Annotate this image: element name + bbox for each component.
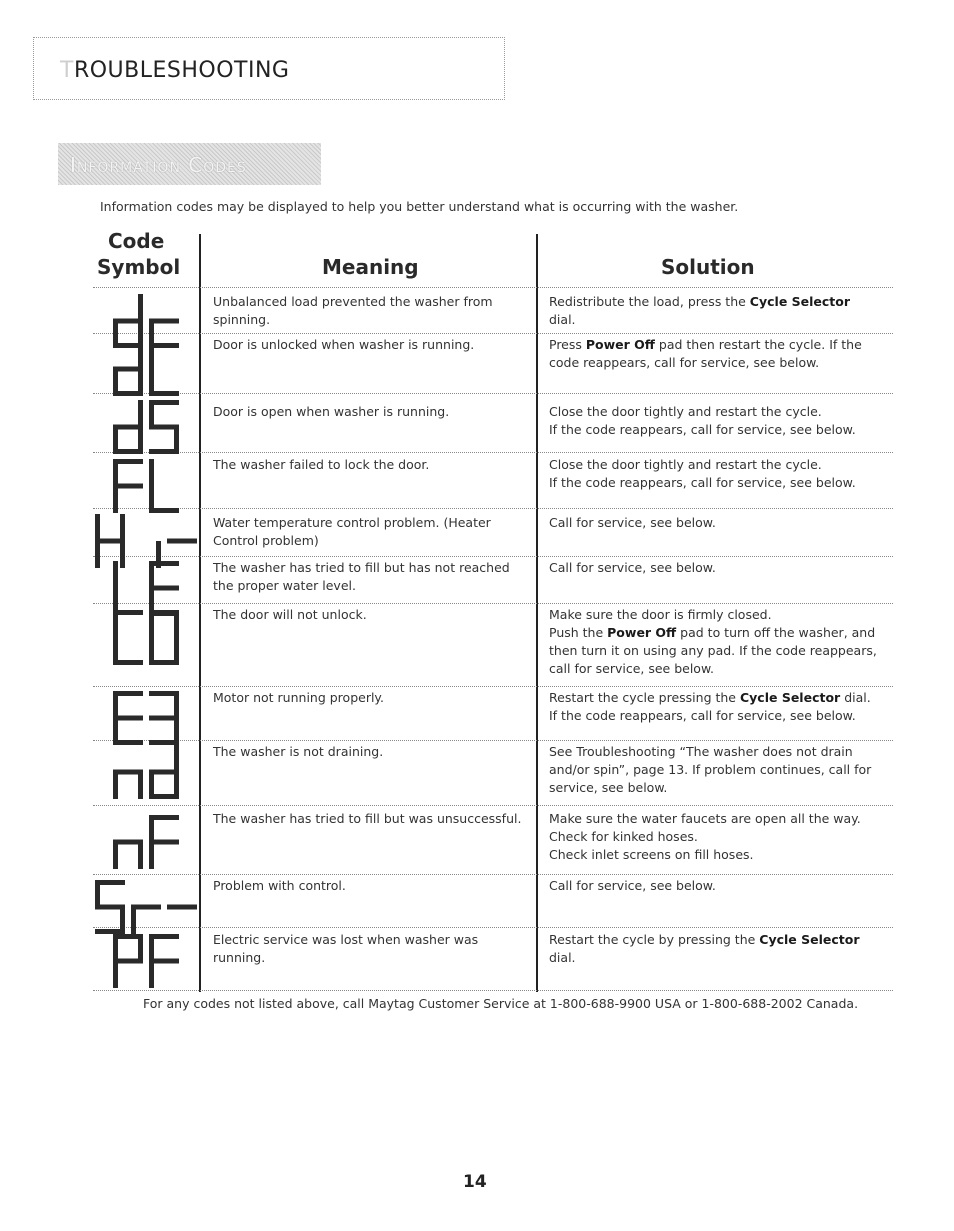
display-segment: [95, 880, 100, 907]
solution-text: Call for service, see below.: [549, 878, 716, 893]
meaning-cell: The washer failed to lock the door.: [213, 457, 430, 472]
header-symbol: Symbol: [97, 255, 181, 279]
code-symbol-graphic: [113, 691, 179, 745]
solution-line: [549, 707, 894, 725]
page-title-initial: T: [60, 58, 74, 83]
solution-line: [549, 743, 894, 761]
solution-text: Restart the cycle pressing the: [549, 690, 740, 705]
display-segment: [149, 369, 154, 396]
solution-line: [549, 949, 894, 967]
solution-cell: [549, 877, 894, 895]
display-segment: [113, 367, 143, 372]
solution-line: [549, 689, 894, 707]
display-segment: [113, 718, 118, 745]
code-symbol: [93, 342, 198, 396]
solution-text: If the code reappears, call for service, see below.: [549, 708, 856, 723]
row-divider: [93, 393, 893, 394]
solution-text: See Troubleshooting “The washer does not drain: [549, 744, 853, 759]
display-segment: [149, 459, 154, 486]
solution-cell: [549, 336, 894, 372]
column-divider-left: [199, 234, 201, 992]
display-segment: [113, 319, 143, 324]
display-segment: [149, 842, 154, 869]
code-symbol: [93, 745, 198, 799]
row-divider: [93, 874, 893, 875]
meaning-cell: The washer has tried to fill but was unsuccessful.: [213, 811, 522, 826]
code-symbol: [93, 294, 198, 348]
display-segment: [149, 959, 179, 964]
display-segment: [113, 840, 143, 845]
code-symbol-graphic: [113, 294, 179, 348]
display-segment: [95, 514, 100, 541]
row-divider: [93, 333, 893, 334]
solution-text: pad then restart the cycle. If the: [654, 337, 862, 352]
solution-text: Call for service, see below.: [549, 560, 716, 575]
solution-cell: [549, 293, 894, 329]
display-segment: [113, 486, 118, 513]
display-segment: [113, 842, 118, 869]
meaning-cell: Door is unlocked when washer is running.: [213, 337, 475, 352]
solution-line: [549, 779, 894, 797]
row-divider: [93, 287, 893, 288]
row-divider: [93, 508, 893, 509]
solution-text: Close the door tightly and restart the cycle.: [549, 404, 822, 419]
display-segment: [131, 905, 161, 910]
code-symbol: [93, 611, 198, 665]
display-segment: [113, 561, 118, 588]
solution-line: [549, 421, 894, 439]
code-symbol: [93, 561, 198, 615]
solution-cell: [549, 810, 894, 864]
display-segment: [149, 815, 154, 842]
solution-text: dial.: [840, 690, 871, 705]
code-symbol-graphic: [113, 400, 179, 454]
display-segment: [149, 961, 154, 988]
solution-text: Restart the cycle by pressing the: [549, 932, 760, 947]
display-segment: [174, 691, 179, 718]
header-solution: Solution: [661, 255, 755, 279]
solution-emphasis: Cycle Selector: [759, 932, 860, 947]
display-segment: [149, 638, 154, 665]
display-segment: [149, 425, 179, 430]
code-symbol-graphic: [113, 611, 179, 665]
display-segment: [131, 907, 136, 934]
solution-text: service, see below.: [549, 780, 668, 795]
meaning-cell: Unbalanced load prevented the washer from spinning.: [213, 294, 493, 327]
display-segment: [174, 745, 179, 772]
solution-line: [549, 624, 894, 642]
meaning-cell: The door will not unlock.: [213, 607, 367, 622]
display-segment: [113, 770, 143, 775]
display-segment: [113, 691, 118, 718]
header-meaning: Meaning: [322, 255, 419, 279]
display-segment: [138, 400, 143, 427]
meaning-cell: Door is open when washer is running.: [213, 404, 450, 419]
display-segment: [138, 842, 143, 869]
solution-line: [549, 761, 894, 779]
meaning-cell: The washer has tried to fill but has not reached the proper water level.: [213, 560, 510, 593]
solution-line: [549, 606, 894, 624]
code-symbol-graphic: [95, 880, 197, 934]
row-divider: [93, 990, 893, 991]
display-segment: [113, 369, 118, 396]
display-segment: [149, 716, 179, 721]
solution-cell: [549, 514, 894, 532]
display-segment: [138, 294, 143, 321]
solution-emphasis: Cycle Selector: [739, 690, 841, 705]
solution-line: [549, 559, 894, 577]
display-segment: [149, 586, 179, 591]
display-segment: [113, 427, 118, 454]
display-segment: [95, 539, 125, 544]
solution-line: [549, 877, 894, 895]
footer-note: For any codes not listed above, call Maytag Customer Service at 1-800-688-9900 USA or 1-800-688-2002 Canada.: [143, 996, 859, 1011]
solution-text: and/or spin”, page 13. If problem continues, call for: [549, 762, 872, 777]
display-segment: [167, 539, 197, 544]
display-segment: [149, 611, 154, 638]
display-segment: [167, 905, 197, 910]
solution-cell: [549, 559, 894, 577]
solution-text: dial.: [549, 950, 576, 965]
solution-text: Make sure the door is firmly closed.: [549, 607, 772, 622]
solution-emphasis: Power Off: [607, 625, 677, 640]
display-segment: [95, 905, 125, 910]
display-segment: [149, 319, 179, 324]
display-segment: [113, 484, 143, 489]
code-symbol: [93, 691, 198, 745]
solution-text: pad to turn off the washer, and: [676, 625, 876, 640]
display-segment: [149, 486, 154, 513]
display-segment: [113, 716, 143, 721]
display-segment: [113, 611, 118, 638]
solution-line: [549, 931, 894, 949]
solution-cell: [549, 606, 894, 678]
display-segment: [149, 400, 154, 427]
solution-cell: [549, 931, 894, 967]
display-segment: [113, 459, 118, 486]
code-symbol-graphic: [113, 561, 179, 615]
solution-line: [549, 354, 894, 372]
meaning-cell: Motor not running properly.: [213, 690, 385, 705]
solution-text: Make sure the water faucets are open all the way.: [549, 811, 861, 826]
meaning-cell: Electric service was lost when washer was running.: [213, 932, 479, 965]
page-title-rest: ROUBLESHOOTING: [73, 58, 290, 83]
display-segment: [113, 772, 118, 799]
code-symbol: [93, 514, 198, 568]
solution-text: Press: [549, 337, 586, 352]
code-symbol: [93, 815, 198, 869]
display-segment: [138, 342, 143, 369]
row-divider: [93, 603, 893, 604]
solution-line: [549, 846, 894, 864]
solution-text: Check for kinked hoses.: [549, 829, 698, 844]
solution-text: Close the door tightly and restart the cycle.: [549, 457, 822, 472]
solution-text: Check inlet screens on fill hoses.: [549, 847, 754, 862]
solution-line: [549, 336, 894, 354]
display-segment: [113, 959, 143, 964]
code-symbol-graphic: [95, 514, 197, 568]
solution-text: If the code reappears, call for service, see below.: [549, 475, 856, 490]
solution-text: call for service, see below.: [549, 661, 714, 676]
row-divider: [93, 740, 893, 741]
solution-line: [549, 514, 894, 532]
display-segment: [149, 934, 154, 961]
meaning-cell: The washer is not draining.: [213, 744, 384, 759]
display-segment: [149, 772, 154, 799]
display-segment: [149, 342, 154, 369]
display-segment: [149, 840, 179, 845]
display-segment: [138, 772, 143, 799]
solution-text: If the code reappears, call for service, see below.: [549, 422, 856, 437]
solution-line: [549, 642, 894, 660]
intro-text: Information codes may be displayed to help you better understand what is occurring with the washer.: [100, 199, 739, 214]
solution-line: [549, 810, 894, 828]
solution-line: [549, 474, 894, 492]
solution-text: Push the: [549, 625, 608, 640]
page-number: 14: [463, 1172, 487, 1192]
code-symbol: [93, 880, 198, 934]
section-title: Information Codes: [70, 153, 247, 177]
solution-line: [549, 311, 894, 329]
solution-line: [549, 293, 894, 311]
code-symbol: [93, 459, 198, 513]
code-symbol: [93, 400, 198, 454]
column-divider-right: [536, 234, 538, 992]
solution-cell: [549, 403, 894, 439]
display-segment: [113, 934, 118, 961]
solution-cell: [549, 743, 894, 797]
solution-line: [549, 456, 894, 474]
row-divider: [93, 805, 893, 806]
meaning-cell: Water temperature control problem. (Heater Control problem): [213, 515, 491, 548]
row-divider: [93, 556, 893, 557]
solution-line: [549, 403, 894, 421]
display-segment: [138, 934, 143, 961]
solution-emphasis: Power Off: [585, 337, 655, 352]
solution-text: Redistribute the load, press the: [549, 294, 750, 309]
meaning-cell: Problem with control.: [213, 878, 346, 893]
display-segment: [113, 961, 118, 988]
display-segment: [149, 561, 154, 588]
code-symbol-graphic: [113, 342, 179, 396]
header-code: Code: [108, 229, 165, 253]
row-divider: [93, 927, 893, 928]
solution-line: [549, 828, 894, 846]
display-segment: [149, 770, 179, 775]
code-symbol-graphic: [113, 745, 179, 799]
code-symbol: [93, 934, 198, 988]
row-divider: [93, 452, 893, 453]
page-title: [60, 58, 289, 83]
display-segment: [174, 611, 179, 638]
code-symbol-graphic: [113, 934, 179, 988]
solution-emphasis: Cycle Selector: [749, 294, 851, 309]
solution-text: then turn it on using any pad. If the code reappears,: [549, 643, 877, 658]
display-segment: [113, 425, 143, 430]
row-divider: [93, 686, 893, 687]
solution-cell: [549, 689, 894, 725]
solution-text: code reappears, call for service, see below.: [549, 355, 820, 370]
code-symbol-graphic: [113, 815, 179, 869]
solution-text: Call for service, see below.: [549, 515, 716, 530]
solution-text: dial.: [549, 312, 576, 327]
display-segment: [113, 638, 118, 665]
display-segment: [120, 514, 125, 541]
solution-cell: [549, 456, 894, 492]
code-symbol-graphic: [113, 459, 179, 513]
display-segment: [149, 449, 179, 454]
solution-line: [549, 660, 894, 678]
